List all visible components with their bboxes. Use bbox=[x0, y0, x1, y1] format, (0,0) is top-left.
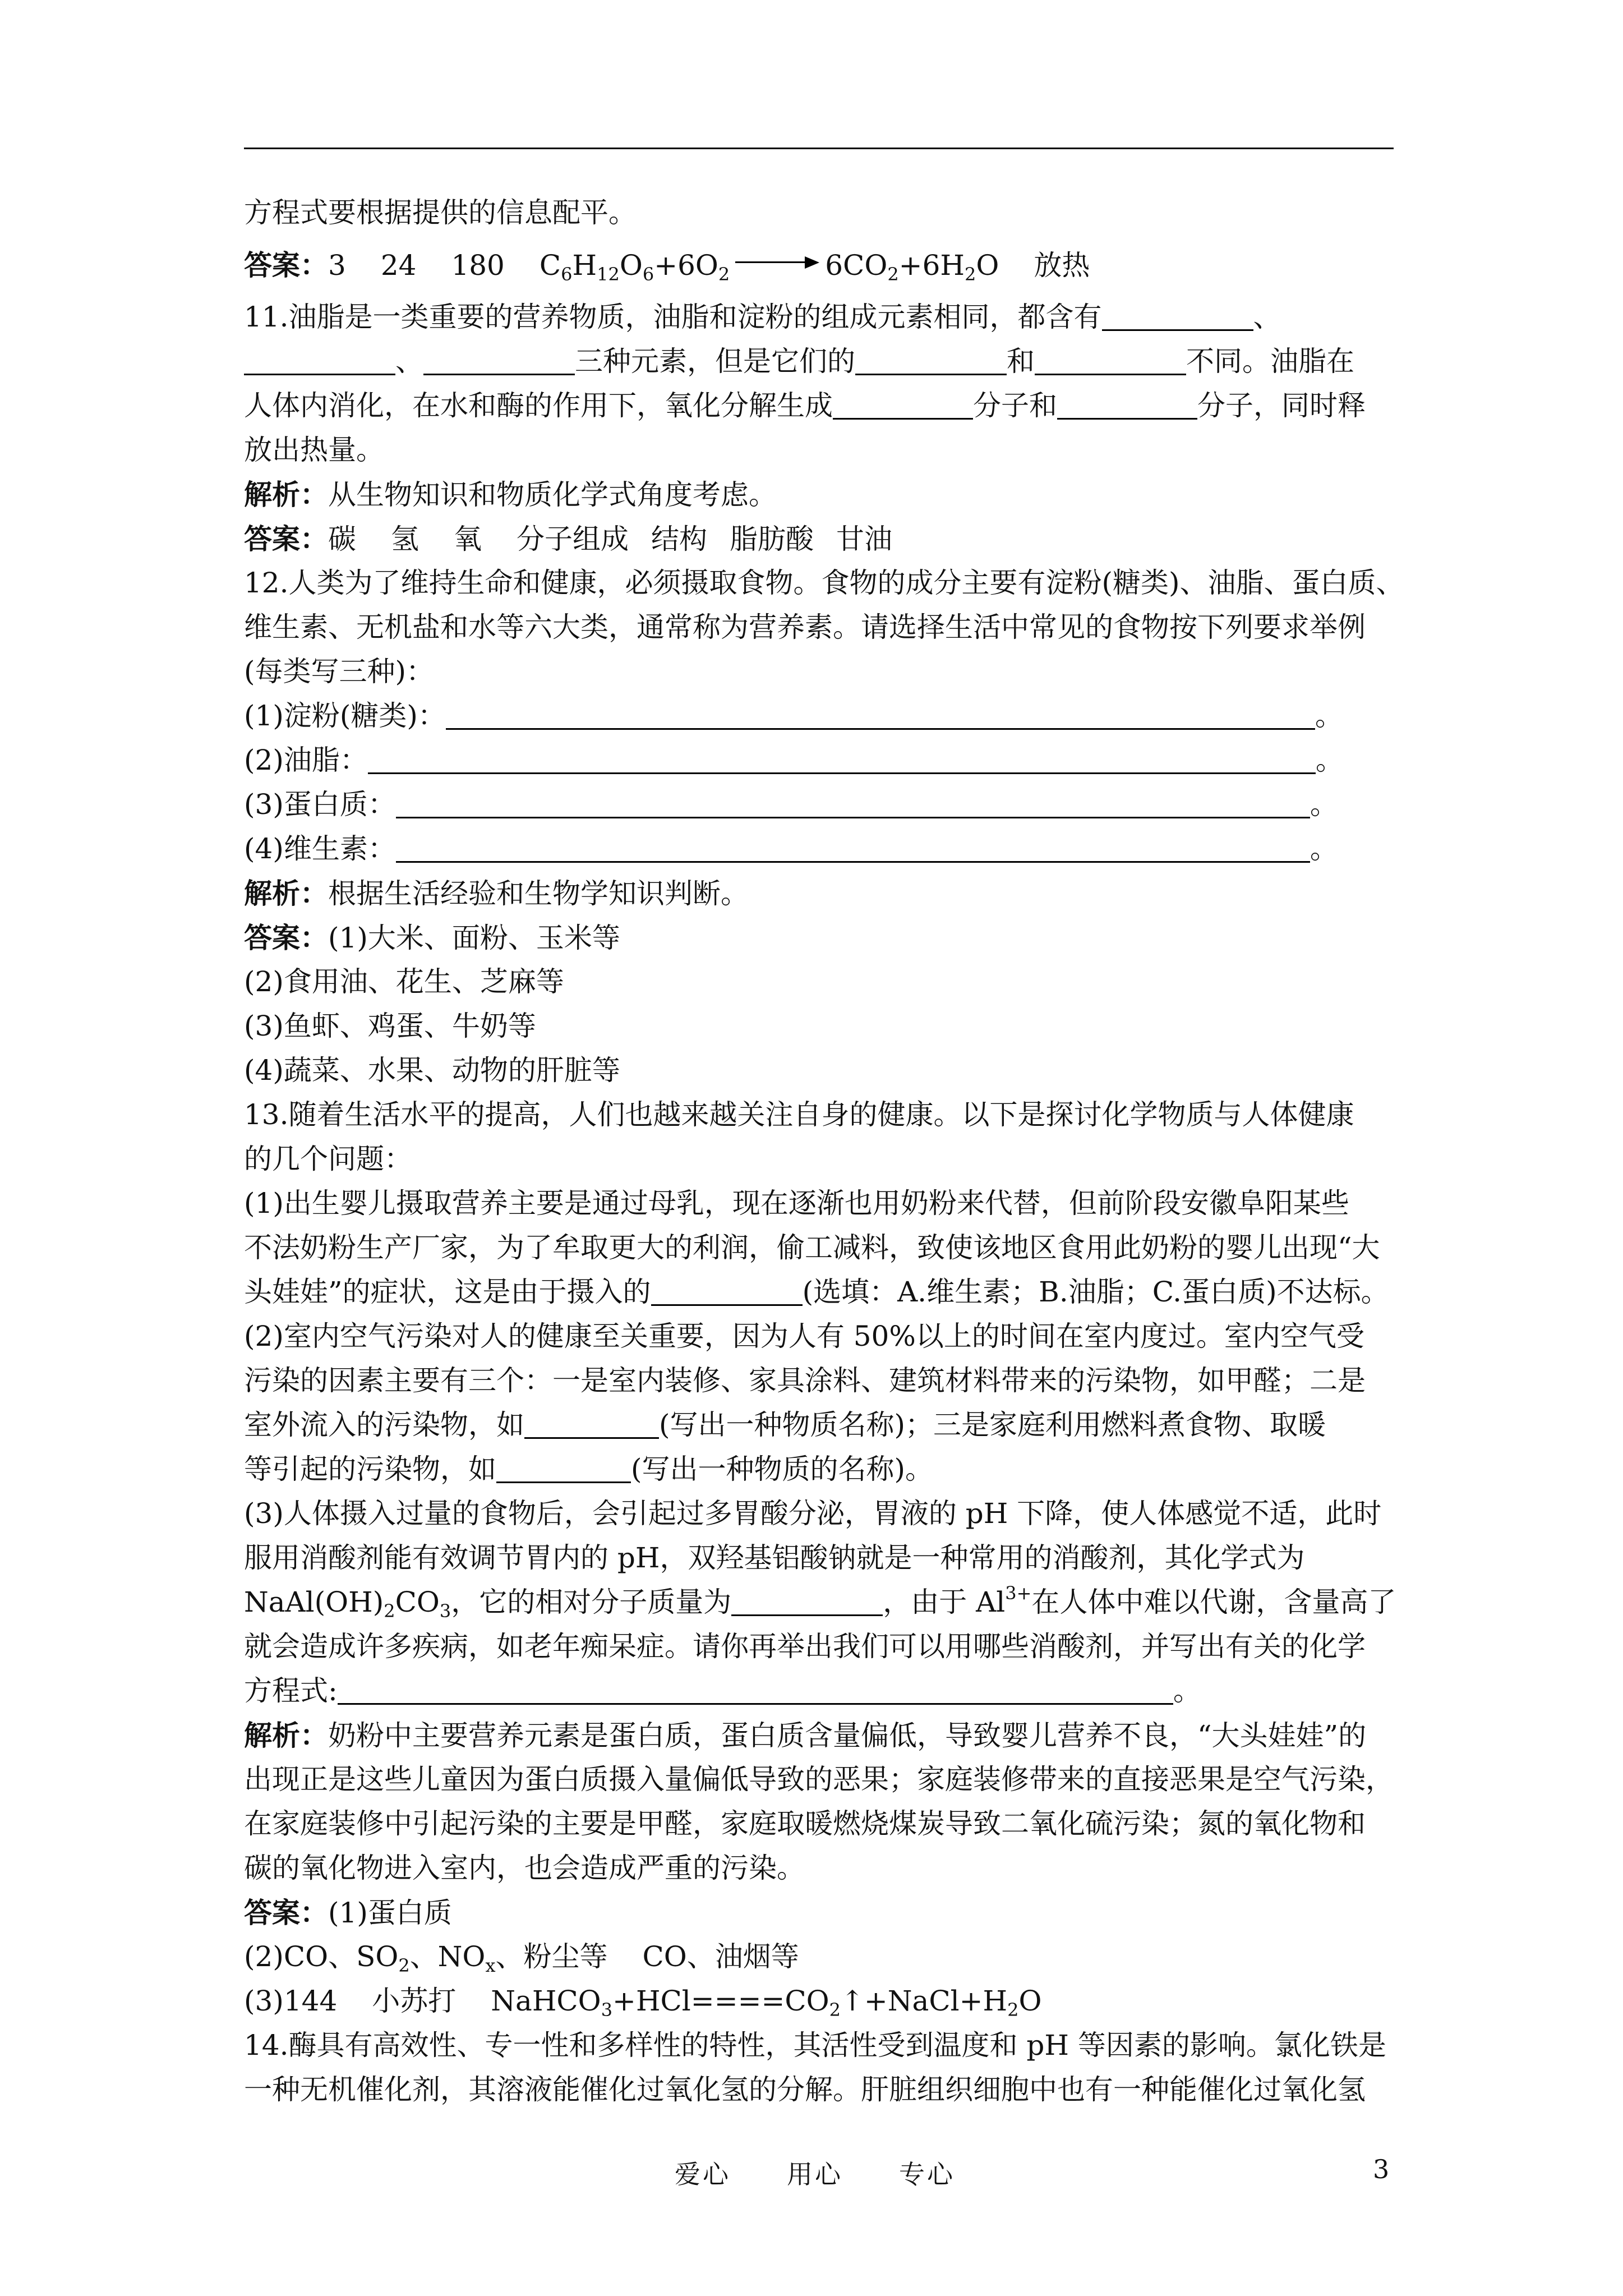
question-13-line: 服用消酸剂能有效调节胃内的 pH，双羟基铝酸钠就是一种常用的消酸剂，其化学式为 bbox=[244, 1542, 1305, 1574]
question-13-line: 的几个问题： bbox=[244, 1143, 412, 1175]
question-12-item: (1)淀粉(糖类)： 。 bbox=[244, 694, 1394, 738]
answer-blank[interactable] bbox=[244, 342, 395, 375]
answer-line: 答案：(1)大米、面粉、玉米等 bbox=[244, 921, 620, 954]
answer-blank[interactable] bbox=[396, 785, 1310, 818]
answer-line: (2)食用油、花生、芝麻等 bbox=[244, 965, 564, 998]
question-12-item: (4)维生素： 。 bbox=[244, 827, 1394, 871]
question-12-line: 12.人类为了维持生命和健康，必须摄取食物。食物的成分主要有淀粉(糖类)、油脂、蛋白质、 bbox=[244, 567, 1404, 599]
answer-blank[interactable] bbox=[855, 342, 1007, 375]
answer-line: (2)CO、$SO_2$、$NO_x$、粉尘等 CO、油烟等 bbox=[244, 1940, 799, 1976]
answer-blank[interactable] bbox=[423, 342, 575, 375]
answer-blank[interactable] bbox=[446, 697, 1315, 730]
equation-nahco3: $NaHCO_3+HCl====CO_2↑+NaCl+H_2O$ bbox=[491, 1985, 1042, 2021]
question-13-line: 污染的因素主要有三个：一是室内装修、家具涂料、建筑材料带来的污染物，如甲醛；二是 bbox=[244, 1364, 1366, 1397]
analysis-line: 在家庭装修中引起污染的主要是甲醛，家庭取暖燃烧煤炭导致二氧化硫污染；氮的氧化物和 bbox=[244, 1807, 1366, 1840]
answer-blank[interactable] bbox=[524, 1406, 659, 1439]
answer-blank[interactable] bbox=[1035, 342, 1186, 375]
answer-blank[interactable] bbox=[651, 1273, 803, 1306]
text-line: 方程式要根据提供的信息配平。 bbox=[244, 196, 637, 229]
question-13-line: 室外流入的污染物，如 (写出一种物质名称)；三是家庭利用燃料煮食物、取暖 bbox=[244, 1403, 1394, 1447]
question-12-line: (每类写三种)： bbox=[244, 655, 435, 688]
question-13-line: 就会造成许多疾病，如老年痴呆症。请你再举出我们可以用哪些消酸剂，并写出有关的化学 bbox=[244, 1630, 1366, 1663]
answer-blank[interactable] bbox=[731, 1583, 883, 1616]
reaction-arrow-icon bbox=[735, 256, 819, 269]
question-13-line: 头娃娃”的症状，这是由于摄入的 (选填：A.维生素；B.油脂；C.蛋白质)不达标。 bbox=[244, 1270, 1394, 1314]
footer-motto: 爱心 用心 专心 bbox=[675, 2159, 955, 2189]
formula-pollutants: (2)CO、$SO_2$、$NO_x$ bbox=[244, 1940, 496, 1976]
answer-blank[interactable] bbox=[396, 830, 1310, 863]
document-body bbox=[244, 191, 1404, 2112]
analysis-line: 碳的氧化物进入室内，也会造成严重的污染。 bbox=[244, 1852, 805, 1884]
question-12-item: (2)油脂： 。 bbox=[244, 738, 1394, 783]
question-13-line: $NaAl(OH)_2CO_3$，它的相对分子质量为 ，由于 $Al^{3+}$在人体中难以代谢，含量高了 bbox=[244, 1582, 1396, 1622]
page-number: 3 bbox=[1373, 2154, 1390, 2184]
answer-blank[interactable] bbox=[338, 1672, 1173, 1705]
answer-line: 答案：碳 氢 氧 分子组成 结构 脂肪酸 甘油 bbox=[244, 522, 892, 555]
question-14-line: 14.酶具有高效性、专一性和多样性的特性，其活性受到温度和 pH 等因素的影响。氯化铁是 bbox=[244, 2029, 1386, 2062]
question-12-line: 维生素、无机盐和水等六大类，通常称为营养素。请选择生活中常见的食物按下列要求举例 bbox=[244, 611, 1366, 643]
question-12-item: (3)蛋白质： 。 bbox=[244, 783, 1394, 827]
question-11-line: 放出热量。 bbox=[244, 434, 384, 466]
answer-line: (4)蔬菜、水果、动物的肝脏等 bbox=[244, 1054, 620, 1087]
analysis-line: 出现正是这些儿童因为蛋白质摄入量偏低导致的恶果；家庭装修带来的直接恶果是空气污染， bbox=[244, 1763, 1394, 1796]
answer-blank[interactable] bbox=[1057, 386, 1197, 420]
answer-blank[interactable] bbox=[368, 741, 1316, 774]
formula-naal: $NaAl(OH)_2CO_3$ bbox=[244, 1586, 451, 1622]
question-11-line: 人体内消化，在水和酶的作用下，氧化分解生成 分子和 分子，同时释 bbox=[244, 384, 1394, 428]
question-13-line: 等引起的污染物，如 (写出一种物质的名称)。 bbox=[244, 1447, 1394, 1492]
analysis-line: 解析：根据生活经验和生物学知识判断。 bbox=[244, 877, 749, 910]
answer-line: 答案：(1)蛋白质 bbox=[244, 1896, 452, 1929]
question-14-line: 一种无机催化剂，其溶液能催化过氧化氢的分解。肝脏组织细胞中也有一种能催化过氧化氢 bbox=[244, 2073, 1366, 2106]
formula-al-ion: $Al^{3+}$ bbox=[967, 1582, 1032, 1618]
question-13-line: (2)室内空气污染对人的健康至关重要，因为人有 50%以上的时间在室内度过。室内空气受 bbox=[244, 1320, 1364, 1352]
analysis-line: 解析：奶粉中主要营养元素是蛋白质，蛋白质含量偏低，导致婴儿营养不良，“大头娃娃”的 bbox=[244, 1719, 1367, 1752]
analysis-line: 解析：从生物知识和物质化学式角度考虑。 bbox=[244, 478, 777, 511]
question-13-line: 方程式: 。 bbox=[244, 1669, 1394, 1713]
answer-blank[interactable] bbox=[496, 1450, 631, 1483]
answer-blank[interactable] bbox=[1102, 298, 1253, 331]
answer-line: (3)144 小苏打 $NaHCO_3+HCl====CO_2↑+NaCl+H_2O$ bbox=[244, 1985, 1042, 2021]
question-13-line: 13.随着生活水平的提高，人们也越来越关注自身的健康。以下是探讨化学物质与人体健康 bbox=[244, 1098, 1354, 1131]
answer-line: (3)鱼虾、鸡蛋、牛奶等 bbox=[244, 1010, 536, 1042]
question-13-line: (3)人体摄入过量的食物后，会引起过多胃酸分泌，胃液的 pH 下降，使人体感觉不适，此时 bbox=[244, 1497, 1382, 1530]
equation-glucose: $C_6H_{12}O_6+6O_2$ $6CO_2+6H_2O$ bbox=[539, 249, 999, 285]
question-13-line: 不法奶粉生产厂家，为了牟取更大的利润，偷工减料，致使该地区食用此奶粉的婴儿出现“大 bbox=[244, 1231, 1380, 1264]
header-rule bbox=[244, 148, 1394, 149]
answer-line: 答案：3 24 180 $C_6H_{12}O_6+6O_2$ $6CO_2+6H_2O$ 放热 bbox=[244, 249, 1090, 285]
question-11-line: 、 三种元素，但是它们的 和 不同。油脂在 bbox=[244, 339, 1394, 384]
page-footer bbox=[0, 2154, 1623, 2193]
question-11-line: 11.油脂是一类重要的营养物质，油脂和淀粉的组成元素相同，都含有 、 bbox=[244, 295, 1394, 339]
answer-blank[interactable] bbox=[833, 386, 973, 420]
question-13-line: (1)出生婴儿摄取营养主要是通过母乳，现在逐渐也用奶粉来代替，但前阶段安徽阜阳某些 bbox=[244, 1187, 1349, 1220]
